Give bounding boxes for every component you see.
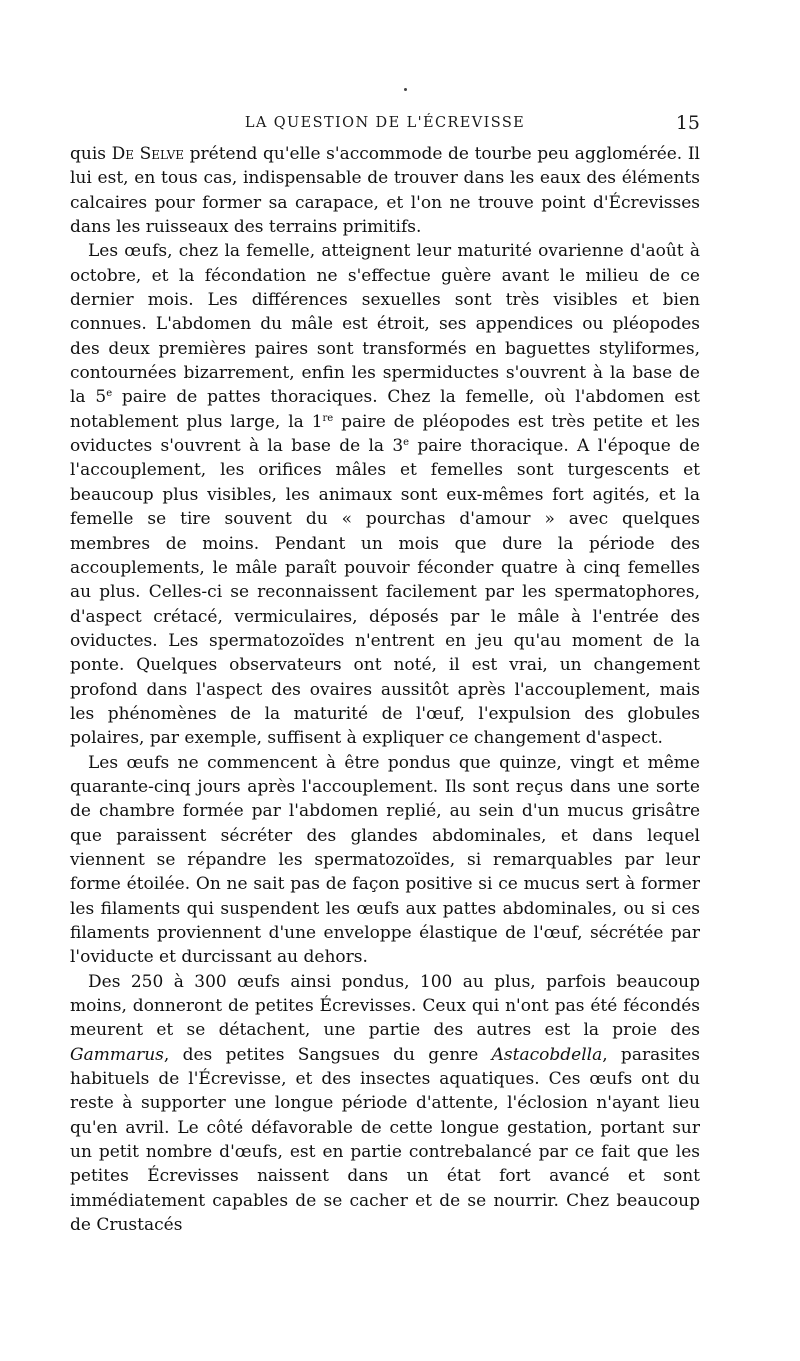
genus-name: Gammarus	[70, 1044, 164, 1065]
paragraph-3: Les œufs ne commencent à être pondus que quinze, vingt et même quarante-cinq jours après l'accouplement. Ils sont reçus dans une sorte de chambre formée par l'abdomen replié, au sein d'un mucus grisâtre que paraissent sécréter des glandes abdominales, et dans lequel viennent se répandre les spermatozoïdes, si remarquables par leur forme étoilée. On ne sait pas de façon positive si ce mucus sert à former les filaments qui suspendent les œufs aux pattes abdominales, ou si ces filaments proviennent d'une enveloppe élastique de l'œuf, sécrétée par l'oviducte et durcissant au dehors.	[70, 752, 700, 968]
paragraph-1: quis De Selve prétend qu'elle s'accommode de tourbe peu agglomérée. Il lui est, en tous cas, indispensable de trouver dans les eaux des éléments calcaires pour former sa carapace, et l'on ne trouve point d'Écrevisses dans les ruisseaux des terrains primitifs.	[70, 144, 700, 238]
page-number: 15	[675, 112, 700, 134]
page-header	[70, 112, 700, 136]
author-name: De Selve	[111, 144, 185, 164]
paragraph-2: Les œufs, chez la femelle, atteignent leur maturité ovarienne d'août à octobre, et la fécondation ne s'effectue guère avant le milieu de ce dernier mois. Les différences sexuelles sont très visibles et bien connues. L'abdomen du mâle est étroit, ses appendices ou pléopodes des deux premières paires sont transformés en baguettes styliformes, contournées bizarrement, enfin les spermiductes s'ouvrent à la base de la 5e paire de pattes thoraciques. Chez la femelle, où l'abdomen est notablement plus large, la 1re paire de pléopodes est très petite et les oviductes s'ouvrent à la base de la 3e paire thoracique. A l'époque de l'accouplement, les orifices mâles et femelles sont turgescents et beaucoup plus visibles, les animaux sont eux-mêmes fort agités, et la femelle se tire souvent du « pourchas d'amour » avec quelques membres de moins. Pendant un mois que dure la période des accouplements, le mâle paraît pouvoir féconder quatre à cinq femelles au plus. Celles-ci se reconnaissent facilement par les spermatophores, d'aspect crétacé, vermiculaires, déposés par le mâle à l'entrée des oviductes. Les spermatozoïdes n'entrent en jeu qu'au moment de la ponte. Quelques observateurs ont noté, il est vrai, un changement profond dans l'aspect des ovaires aussitôt après l'accouplement, mais les phénomènes de la maturité de l'œuf, l'expulsion des globules polaires, par exemple, suffisent à expliquer ce changement d'aspect.	[70, 241, 700, 749]
body-text	[70, 142, 700, 1237]
paragraph-4: Des 250 à 300 œufs ainsi pondus, 100 au plus, parfois beaucoup moins, donneront de petites Écrevisses. Ceux qui n'ont pas été fécondés meurent et se détachent, une partie des autres est la proie des Gammarus, des petites Sangsues du genre Astacobdella, parasites habituels de l'Écrevisse, et des insectes aquatiques. Ces œufs ont du reste à supporter une longue période d'attente, l'éclosion n'ayant lieu qu'en avril. Le côté défavorable de cette longue gestation, portant sur un petit nombre d'œufs, est en partie contrebalancé par ce fait que les petites Écrevisses naissent dans un état fort avancé et sont immédiatement capables de se cacher et de se nourrir. Chez beaucoup de Crustacés	[70, 971, 700, 1236]
running-title: LA QUESTION DE L'ÉCREVISSE	[244, 115, 526, 131]
genus-name: Astacobdella	[491, 1044, 603, 1065]
ink-speck	[404, 88, 407, 91]
